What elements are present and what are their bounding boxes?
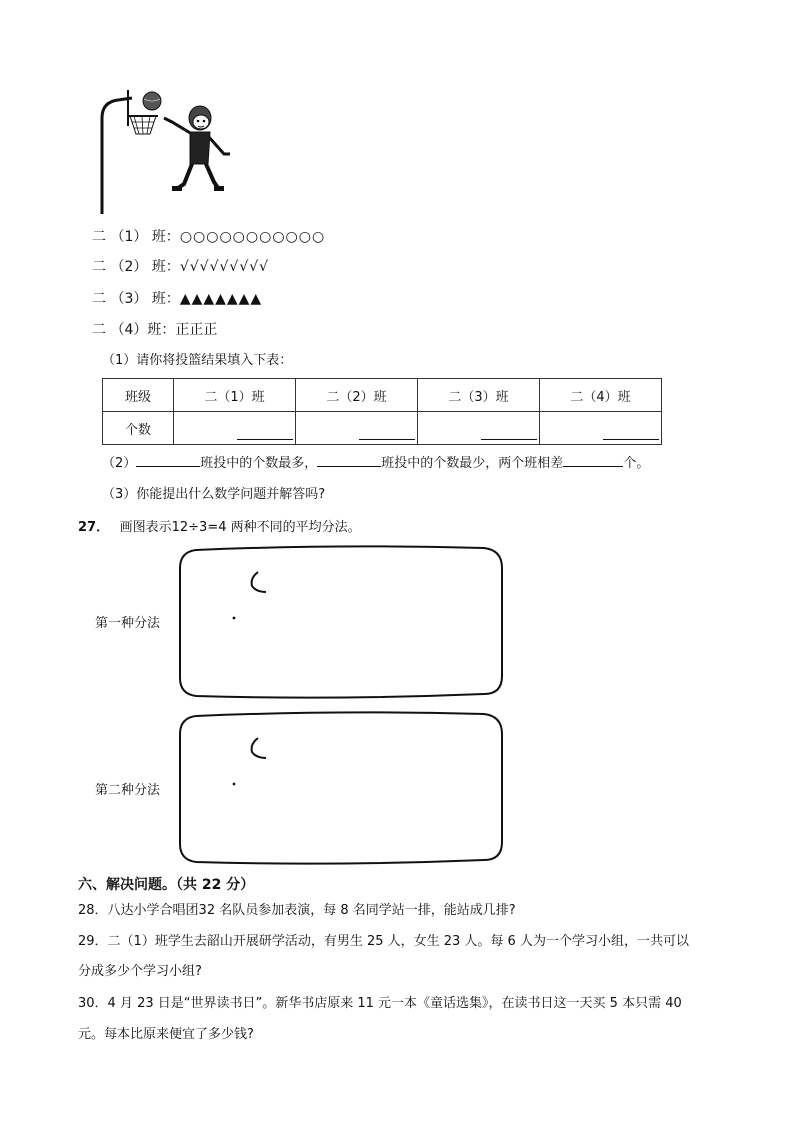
method1-drawing-box[interactable] <box>176 544 506 702</box>
q2-part4: 个。 <box>623 456 650 471</box>
tally-label: 二 （1） 班： <box>92 229 180 245</box>
tally-label: 二 （4）班： <box>92 322 176 338</box>
answer-blank-most[interactable] <box>136 466 200 467</box>
answer-blank-difference[interactable] <box>563 466 623 467</box>
header-cell: 二（1）班 <box>174 379 296 412</box>
q2-text <box>102 455 649 473</box>
tally-label: 二 （3） 班： <box>92 291 180 307</box>
answer-blank-least[interactable] <box>317 466 381 467</box>
q29-line2: 分成多少个学习小组? <box>78 964 202 979</box>
q1-prompt: （1）请你将投篮结果填入下表： <box>102 353 293 368</box>
tally-label: 二 （2） 班： <box>92 259 180 275</box>
results-table <box>102 378 662 445</box>
header-cell: 二（4）班 <box>540 379 662 412</box>
row-label: 个数 <box>103 412 174 445</box>
header-cell: 二（2）班 <box>296 379 418 412</box>
q27-text: 画图表示12÷3=4 两种不同的平均分法。 <box>119 520 361 535</box>
q2-part1: （2） <box>102 456 137 471</box>
answer-blank-class3[interactable] <box>418 412 540 445</box>
method1-label: 第一种分法 <box>95 616 161 631</box>
answer-blank-class1[interactable] <box>174 412 296 445</box>
tally-row-class1 <box>92 228 325 246</box>
q29-line1: 29．二（1）班学生去韶山开展研学活动，有男生 25 人，女生 23 人。每 6 人为一个学习小组，一共可以 <box>78 934 689 949</box>
table-row <box>103 412 662 445</box>
tally-row-class2 <box>92 258 269 276</box>
q2-part3: 班投中的个数最少，两个班相差 <box>381 456 564 471</box>
q30-line2: 元。每本比原来便宜了多少钱? <box>78 1027 254 1042</box>
tally-symbols: ▲▲▲▲▲▲▲ <box>179 291 263 307</box>
method2-drawing-box[interactable] <box>176 710 506 868</box>
table-header-row <box>103 379 662 412</box>
basketball-illustration <box>92 88 237 218</box>
q3-text: （3）你能提出什么数学问题并解答吗? <box>102 487 326 502</box>
tally-row-class3 <box>92 290 262 308</box>
answer-blank-class4[interactable] <box>540 412 662 445</box>
q30-line1: 30．4 月 23 日是“世界读书日”。新华书店原来 11 元一本《童话选集》，在读书日这一天买 5 本只需 40 <box>78 996 682 1011</box>
header-cell: 二（3）班 <box>418 379 540 412</box>
q27-heading <box>78 519 361 537</box>
header-cell: 班级 <box>103 379 174 412</box>
tally-symbols: √√√√√√√√√ <box>179 259 270 275</box>
q28-text: 28．八达小学合唱团32 名队员参加表演，每 8 名同学站一排，能站成几排? <box>78 903 516 918</box>
section6-heading: 六、解决问题。（共 22 分） <box>78 877 255 893</box>
q2-part2: 班投中的个数最多， <box>200 456 318 471</box>
tally-symbols: 正正正 <box>175 322 218 338</box>
tally-row-class4 <box>92 321 217 339</box>
answer-blank-class2[interactable] <box>296 412 418 445</box>
tally-symbols: ○○○○○○○○○○○ <box>179 229 326 245</box>
method2-label: 第二种分法 <box>95 783 161 798</box>
q27-number: 27． <box>78 520 110 535</box>
